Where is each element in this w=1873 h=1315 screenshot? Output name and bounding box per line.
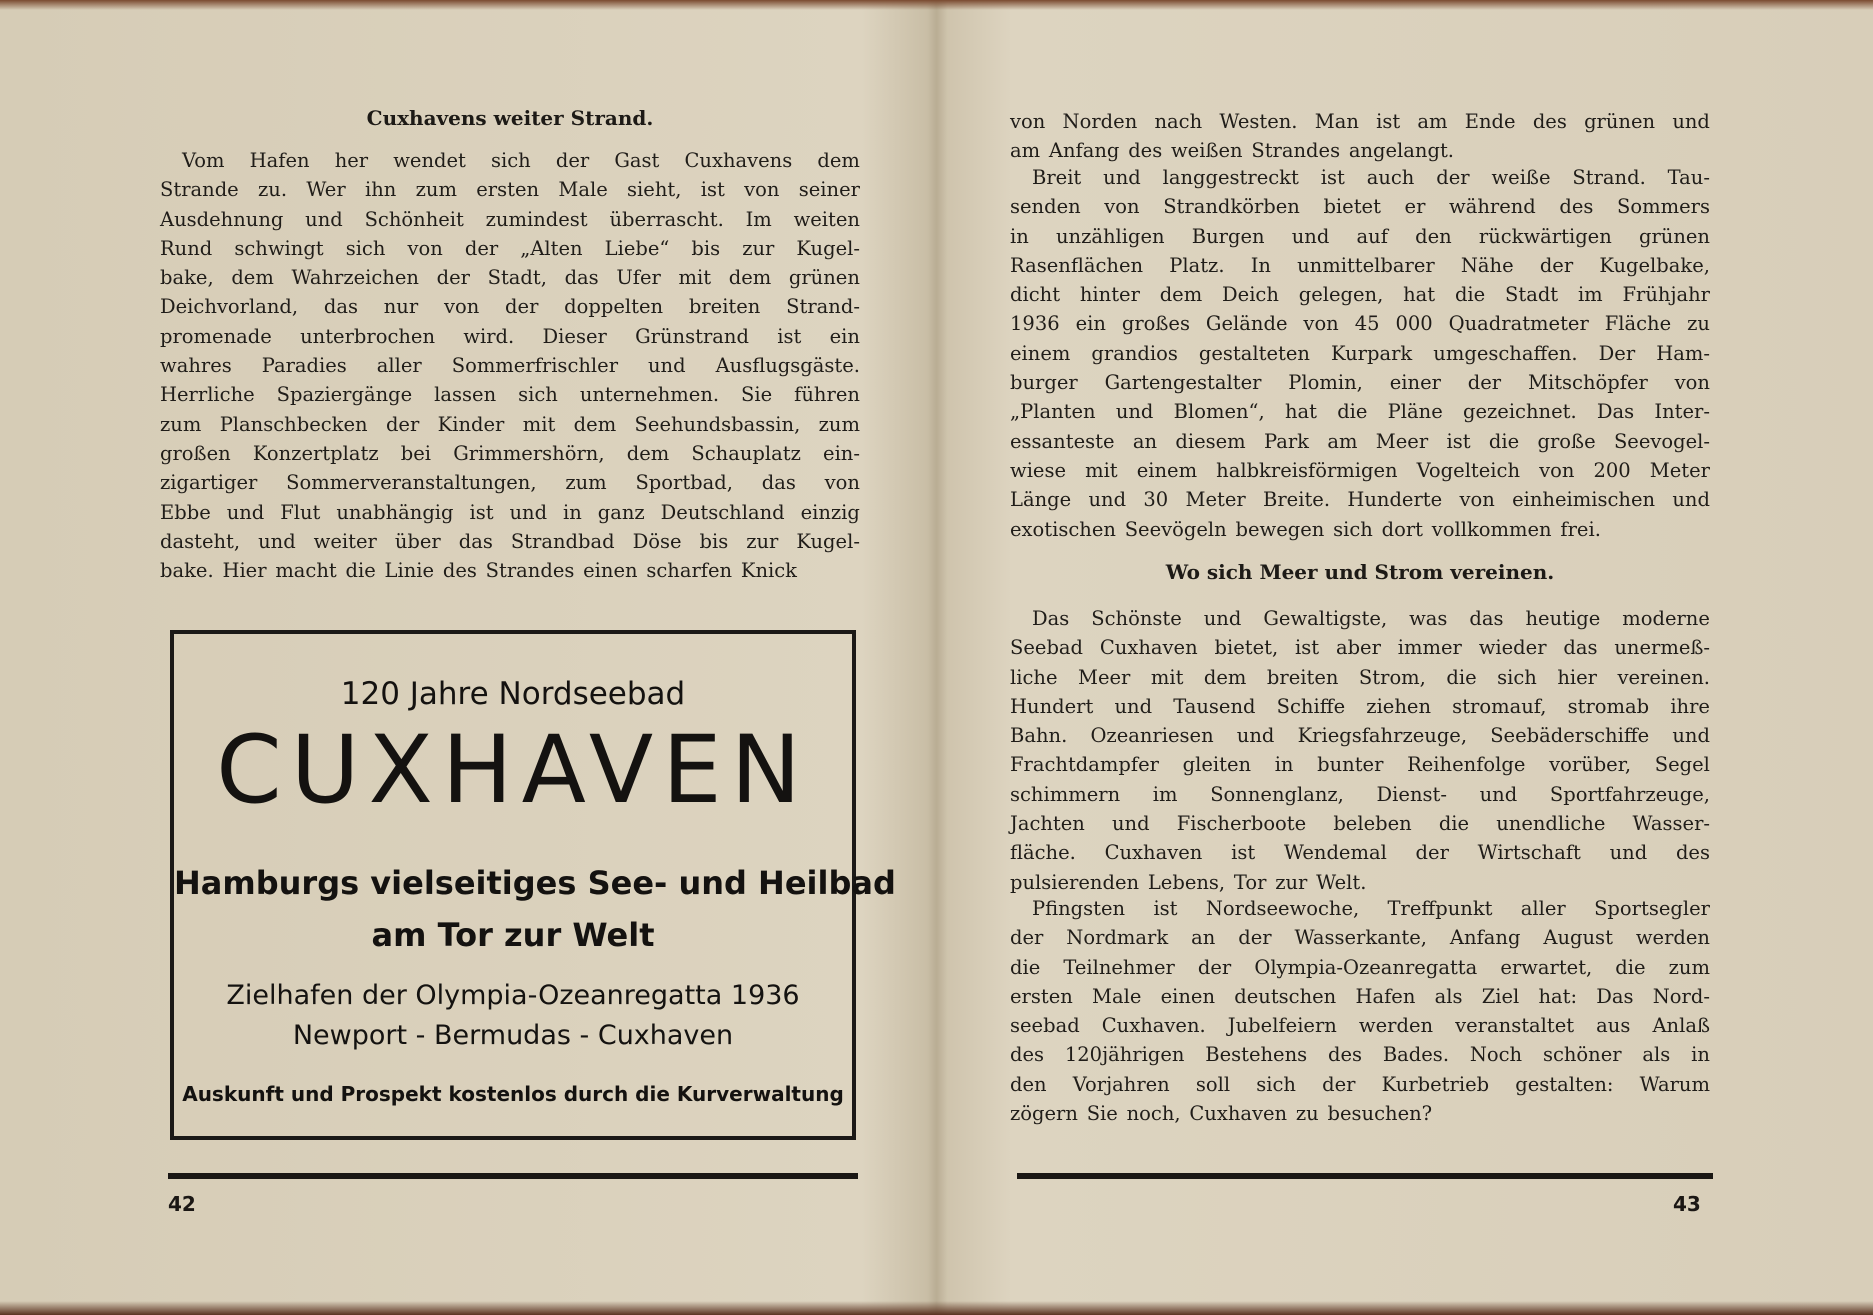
text-line: exotischen Seevögeln bewegen sich dort vollkommen frei.	[1010, 517, 1601, 541]
right-page	[1010, 0, 1710, 1315]
text-line: die Teilnehmer der Olympia-Ozeanregatta erwartet, die zum	[1010, 955, 1710, 979]
text-line: der Nordmark an der Wasserkante, Anfang August werden	[1010, 926, 1710, 950]
text-line: zögern Sie noch, Cuxhaven zu besuchen?	[1010, 1102, 1433, 1126]
text-line: zigartiger Sommerveranstaltungen, zum Sportbad, das von	[160, 471, 860, 495]
ad-subtitle: Hamburgs vielseitiges See- und Heilbad	[174, 864, 896, 902]
body-text-nordseewoche	[1010, 894, 1710, 1128]
text-line: von Norden nach Westen. Man ist am Ende des grünen und	[1010, 110, 1710, 133]
text-line: „Planten und Blomen“, hat die Pläne gezeichnet. Das Inter-	[1010, 400, 1710, 424]
cuxhaven-advertisement	[170, 630, 896, 1140]
text-line: seebad Cuxhaven. Jubelfeiern werden veranstaltet aus Anlaß	[1010, 1014, 1710, 1038]
text-line: senden von Strandkörben bietet er während des Sommers	[1010, 195, 1710, 219]
text-line: Strande zu. Wer ihn zum ersten Male sieht, ist von seiner	[160, 178, 860, 202]
text-line: Pfingsten ist Nordseewoche, Treffpunkt aller Sportsegler	[1032, 897, 1710, 920]
ad-title: CUXHAVEN	[216, 716, 810, 825]
left-page	[160, 0, 896, 1315]
text-line: Hundert und Tausend Schiffe ziehen stromauf, stromab ihre	[1010, 694, 1710, 718]
text-line: pulsierenden Lebens, Tor zur Welt.	[1010, 870, 1367, 894]
text-line: dasteht, und weiter über das Strandbad Döse bis zur Kugel-	[160, 529, 860, 553]
text-line: Rasenflächen Platz. In unmittelbarer Nähe der Kugelbake,	[1010, 253, 1710, 277]
text-line: 1936 ein großes Gelände von 45 000 Quadratmeter Fläche zu	[1010, 312, 1710, 336]
text-line: Jachten und Fischerboote beleben die unendliche Wasser-	[1010, 812, 1710, 836]
text-line: Breit und langgestreckt ist auch der weiße Strand. Tau-	[1032, 166, 1710, 189]
text-line: Ebbe und Flut unabhängig ist und in ganz Deutschland einzig	[160, 500, 860, 524]
text-line: am Anfang des weißen Strandes angelangt.	[1010, 139, 1454, 163]
text-line: zum Planschbecken der Kinder mit dem Seehundsbassin, zum	[160, 412, 860, 436]
text-line: burger Gartengestalter Plomin, einer der Mitschöpfer von	[1010, 371, 1710, 395]
text-line: essanteste an diesem Park am Meer ist die große Seevogel-	[1010, 429, 1710, 453]
footer-rule-left	[168, 1173, 858, 1179]
text-line: fläche. Cuxhaven ist Wendemal der Wirtschaft und des	[1010, 841, 1710, 865]
text-line: Länge und 30 Meter Breite. Hunderte von einheimischen und	[1010, 488, 1710, 512]
text-line: ersten Male einen deutschen Hafen als Ziel hat: Das Nord-	[1010, 984, 1710, 1008]
ad-years: 120 Jahre Nordseebad	[340, 676, 686, 712]
text-line: liche Meer mit dem breiten Strom, die sich hier vereinen.	[1010, 665, 1710, 689]
text-line: wiese mit einem halbkreisförmigen Vogelteich von 200 Meter	[1010, 458, 1710, 482]
text-line: den Vorjahren soll sich der Kurbetrieb gestalten: Warum	[1010, 1072, 1710, 1096]
page-number-left: 42	[168, 1192, 196, 1216]
text-line: des 120jährigen Bestehens des Bades. Noch schöner als in	[1010, 1043, 1710, 1067]
ad-info: Auskunft und Prospekt kostenlos durch die Kurverwaltung	[182, 1082, 844, 1106]
section-title-meer-strom: Wo sich Meer und Strom vereinen.	[1165, 560, 1555, 584]
body-text-white-beach	[1010, 163, 1710, 544]
text-line: Bahn. Ozeanriesen und Kriegsfahrzeuge, Seebäderschiffe und	[1010, 724, 1710, 748]
text-line: dicht hinter dem Deich gelegen, hat die Stadt im Frühjahr	[1010, 283, 1710, 307]
body-text-continuation	[1010, 107, 1710, 166]
footer-rule-right	[1017, 1173, 1713, 1179]
text-line: Vom Hafen her wendet sich der Gast Cuxhavens dem	[182, 149, 860, 172]
ad-subtitle-2: am Tor zur Welt	[371, 916, 655, 954]
text-line: Deichvorland, das nur von der doppelten breiten Strand-	[160, 295, 860, 319]
text-line: einem grandios gestalteten Kurpark umgeschaffen. Der Ham-	[1010, 341, 1710, 365]
text-line: schimmern im Sonnenglanz, Dienst- und Sportfahrzeuge,	[1010, 782, 1710, 806]
section-title-strand: Cuxhavens weiter Strand.	[366, 106, 654, 130]
text-line: promenade unterbrochen wird. Dieser Grünstrand ist ein	[160, 324, 860, 348]
body-text-strand	[160, 146, 860, 585]
text-line: Frachtdampfer gleiten in bunter Reihenfolge vorüber, Segel	[1010, 753, 1710, 777]
text-line: Seebad Cuxhaven bietet, ist aber immer wieder das unermeß-	[1010, 636, 1710, 660]
text-line: wahres Paradies aller Sommerfrischler und Ausflugsgäste.	[160, 354, 860, 378]
text-line: Ausdehnung und Schönheit zumindest überrascht. Im weiten	[160, 207, 860, 231]
text-line: Herrliche Spaziergänge lassen sich unternehmen. Sie führen	[160, 383, 860, 407]
body-text-meer-strom	[1010, 604, 1710, 897]
text-line: bake, dem Wahrzeichen der Stadt, das Ufer mit dem grünen	[160, 266, 860, 290]
page-number-right: 43	[1673, 1192, 1701, 1216]
ad-regatta-route: Newport - Bermudas - Cuxhaven	[292, 1020, 734, 1051]
ad-regatta-host: Zielhafen der Olympia-Ozeanregatta 1936	[226, 980, 800, 1011]
text-line: bake. Hier macht die Linie des Strandes einen scharfen Knick	[160, 559, 797, 583]
text-line: großen Konzertplatz bei Grimmershörn, dem Schauplatz ein-	[160, 441, 860, 465]
text-line: in unzähligen Burgen und auf den rückwärtigen grünen	[1010, 224, 1710, 248]
text-line: Das Schönste und Gewaltigste, was das heutige moderne	[1032, 607, 1710, 630]
text-line: Rund schwingt sich von der „Alten Liebe“ bis zur Kugel-	[160, 236, 860, 260]
